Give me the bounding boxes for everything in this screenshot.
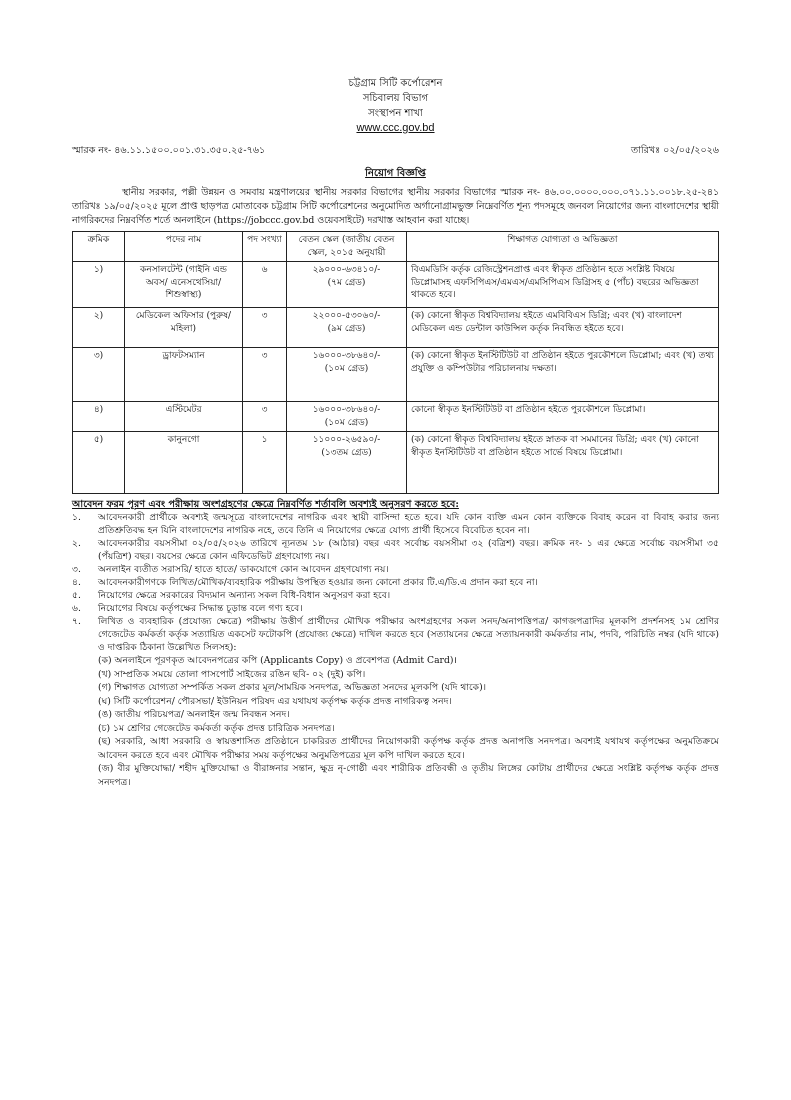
- cell-count: ৩: [243, 308, 287, 348]
- cell-qualification: বিএমডিসি কর্তৃক রেজিস্ট্রেশনপ্রাপ্ত এবং স্বীকৃত প্রতিষ্ঠান হতে সংশ্লিষ্ট বিষয়ে ডিপ্লোমাসহ এফসিপিএস/এমএস/এমসিপিএস ডিগ্রিসহ ৫ (পাঁচ) বছরের অভিজ্ঞতা থাকতে হবে।: [407, 262, 719, 308]
- grade-value: (১৩তম গ্রেড): [321, 447, 372, 458]
- condition-item: [72, 537, 719, 563]
- condition-number: ৫.: [72, 590, 81, 601]
- conditions-title: আবেদন ফরম পূরণ এবং পরীক্ষায় অংশগ্রহণের ক্ষেত্রে নিম্নবর্ণিত শর্তাবলি অবশ্যই অনুসরণ করতে হবে:: [72, 499, 459, 510]
- grade-value: (১০ম গ্রেড): [324, 417, 369, 428]
- table-row: [73, 432, 719, 494]
- checklist-item: (ছ) সরকারি, আধা সরকারি ও স্বায়ত্তশাসিত প্রতিষ্ঠানে চাকরিরত প্রার্থীদের নিয়োগকারী কর্তৃপক্ষ কর্তৃক প্রদত্ত অনাপত্তি সনদপত্র। অবশ্যই যথাযথ কর্তৃপক্ষের অনুমতিক্রমে আবেদন করতে হবে এবং মৌখিক পরীক্ষার সময় কর্তৃপক্ষের অনুমতিপত্রের মূল কপি দাখিল করতে হবে।: [98, 736, 719, 761]
- cell-count: ১: [243, 432, 287, 494]
- memo-ref: স্মারক নং- ৪৬.১১.১৫০০.০০১.৩১.৩৫০.২৫-৭৬১: [72, 145, 266, 156]
- condition-number: ১.: [72, 512, 81, 523]
- condition-item: [72, 615, 719, 654]
- cell-scale: [287, 308, 407, 348]
- condition-text: অনলাইন ব্যতীত সরাসরি/ হাতে হাতে/ ডাকযোগে কোন আবেদন গ্রহণযোগ্য নয়।: [98, 564, 389, 575]
- condition-text: আবেদনকারীগণকে লিখিত/মৌখিক/ব্যবহারিক পরীক্ষায় উপস্থিত হওয়ার জন্য কোনো প্রকার টি.এ/ডি.এ প্রদান করা হবে না।: [98, 577, 538, 588]
- cell-qualification: কোনো স্বীকৃত ইনস্টিটিউট বা প্রতিষ্ঠান হইতে পুরকৌশলে ডিপ্লোমা।: [407, 402, 719, 432]
- checklist-item: (ঙ) জাতীয় পরিচয়পত্র/ অনলাইন জন্ম নিবন্ধন সনদ।: [98, 709, 290, 720]
- condition-number: ৬.: [72, 603, 81, 614]
- cell-qualification: (ক) কোনো স্বীকৃত বিশ্ববিদ্যালয় হইতে এমবিবিএস ডিগ্রি; এবং (খ) বাংলাদেশ মেডিকেল এন্ড ডেন্টাল কাউন্সিল কর্তৃক নিবন্ধিত হইতে হবে।: [407, 308, 719, 348]
- checklist-item: (খ) সাম্প্রতিক সময়ে তোলা পাসপোর্ট সাইজের রঙিন ছবি- ০২ (দুই) কপি।: [98, 668, 366, 680]
- notice-intro: স্থানীয় সরকার, পল্লী উন্নয়ন ও সমবায় মন্ত্রণালয়ের স্থানীয় সরকার বিভাগের স্থানীয় সরকার বিভাগের স্মারক নং- ৪৬.০০.০০০০.০০০.০৭১.১১.০০১৮.২৫-২৪১ তারিখঃ ১৯/০৫/২০২৫ মূলে প্রাপ্ত ছাড়পত্র মোতাবেক চট্টগ্রাম সিটি কর্পোরেশনের অনুমোদিত অর্গানোগ্রামভুক্ত নিম্নেবর্ণিত শূন্য পদসমূহে জনবল নিয়োগের জন্য বাংলাদেশের স্থায়ী নাগরিকদের নিম্নবর্ণিত শর্তে অনলাইনে (https://jobccc.gov.bd ওয়েবসাইটে) দরখাস্ত আহবান করা যাচ্ছে।: [72, 187, 719, 226]
- website-link[interactable]: www.ccc.gov.bd: [356, 122, 435, 134]
- cell-post: কানুনগো: [125, 432, 243, 494]
- condition-text: লিখিত ও ব্যবহারিক (প্রযোজ্য ক্ষেত্রে) পরীক্ষায় উত্তীর্ণ প্রার্থীদের মৌখিক পরীক্ষার অংশগ্রহণের সকল সনদ/অনাপত্তিপত্র/ কাগজপত্রাদির মূলকপি প্রদর্শনসহ ১ম শ্রেণির গেজেটেড কর্মকর্তা কর্তৃক সত্যায়িত একসেট ফটোকপি (প্রযোজ্য ক্ষেত্রে) দাখিল করতে হবে (সত্যায়নের ক্ষেত্রে সত্যায়নকারী কর্মকর্তার নাম, পদবি, পরিচিতি নম্বর (যদি থাকে) ও দাপ্তরিক ঠিকানা উল্লেখিত সিলসহ):: [98, 616, 719, 653]
- table-row: [73, 308, 719, 348]
- cell-count: ৩: [243, 348, 287, 402]
- scale-value: ২৯০০০-৬৩৪১০/-: [312, 265, 381, 275]
- condition-number: ৭.: [72, 616, 81, 627]
- condition-item: [72, 576, 719, 589]
- table-row: [73, 348, 719, 402]
- cell-scale: [287, 402, 407, 432]
- cell-post: মেডিকেল অফিসার (পুরুষ/মহিলা): [125, 308, 243, 348]
- dept-name: সচিবালয় বিভাগ: [362, 93, 429, 104]
- memo-date: তারিখঃ ০২/০৫/২০২৬: [631, 145, 719, 156]
- grade-value: (৭ম গ্রেড): [327, 277, 366, 288]
- table-row: [73, 262, 719, 308]
- checklist-item: (জ) বীর মুক্তিযোদ্ধা/ শহীদ মুক্তিযোদ্ধা ও বীরাঙ্গনার সন্তান, ক্ষুদ্র নৃ-গোষ্ঠী এবং শারীরিক প্রতিবন্ধী ও তৃতীয় লিঙ্গের কোটায় প্রার্থীদের ক্ষেত্রে সংশ্লিষ্ট কর্তৃপক্ষ কর্তৃক প্রদত্ত সনদপত্র।: [98, 763, 719, 788]
- cell-serial: ২): [73, 308, 125, 348]
- condition-number: ২.: [72, 538, 81, 549]
- col-header-count: পদ সংখ্যা: [243, 232, 287, 262]
- grade-value: (৯ম গ্রেড): [327, 323, 366, 334]
- memo-line: [72, 144, 719, 157]
- checklist-item: (ক) অনলাইনে পূরণকৃত আবেদনপত্রের কপি (Applicants Copy) ও প্রবেশপত্র (Admit Card)।: [98, 655, 457, 666]
- condition-item: [72, 602, 719, 615]
- scale-value: ১১০০০-২৬৫৯০/-: [312, 435, 381, 445]
- cell-serial: ৩): [73, 348, 125, 402]
- document-page: [0, 76, 791, 1100]
- condition-text: নিয়োগের ক্ষেত্রে সরকারের বিদ্যমান অন্যান্য সকল বিধি-বিধান অনুসরণ করা হবে।: [98, 590, 391, 601]
- condition-item: [72, 563, 719, 576]
- condition-text: নিয়োগের বিষয়ে কর্তৃপক্ষের সিদ্ধান্ত চূড়ান্ত বলে গণ্য হবে।: [98, 603, 303, 614]
- condition-text: আবেদনকারী প্রার্থীকে অবশ্যই জন্মসূত্রে বাংলাদেশের নাগরিক এবং স্থায়ী বাসিন্দা হতে হবে। যদি কোন ব্যক্তি এমন কোন ব্যক্তিকে বিবাহ করেন বা বিবাহ করার জন্য প্রতিশ্রুতিবদ্ধ হন যিনি বাংলাদেশের নাগরিক নহে, তবে তিনি এ নিয়োগের ক্ষেত্রে যোগ্য প্রার্থী হিসেবে বিবেচিত হবেন না।: [98, 512, 719, 536]
- grade-value: (১০ম গ্রেড): [324, 363, 369, 374]
- cell-scale: [287, 348, 407, 402]
- scale-value: ১৬০০০-৩৮৬৪০/-: [312, 351, 381, 361]
- cell-scale: [287, 262, 407, 308]
- document-checklist: [98, 654, 719, 789]
- table-header-row: [73, 232, 719, 262]
- cell-serial: ৪): [73, 402, 125, 432]
- table-row: [73, 402, 719, 432]
- condition-item: [72, 511, 719, 537]
- cell-post: এস্টিমেটর: [125, 402, 243, 432]
- checklist-item: (গ) শিক্ষাগত যোগ্যতা সম্পর্কিত সকল প্রকার মূল/সাময়িক সনদপত্র, অভিজ্ঞতা সনদের মূলকপি (যদি থাকে)।: [98, 682, 486, 693]
- condition-number: ৩.: [72, 564, 81, 575]
- condition-number: ৪.: [72, 577, 81, 588]
- condition-item: [72, 589, 719, 602]
- scale-value: ২২০০০-৫৩০৬০/-: [312, 311, 381, 321]
- checklist-item: (চ) ১ম শ্রেণির গেজেটেড কর্মকর্তা কর্তৃক প্রদত্ত চারিত্রিক সনদপত্র।: [98, 722, 335, 734]
- cell-count: ৬: [243, 262, 287, 308]
- cell-qualification: (ক) কোনো স্বীকৃত ইনস্টিটিউট বা প্রতিষ্ঠান হইতে পুরকৌশলে ডিপ্লোমা; এবং (খ) তথ্য প্রযুক্তি ও কম্পিউটার পরিচালনায় দক্ষতা।: [407, 348, 719, 402]
- cell-serial: ১): [73, 262, 125, 308]
- letterhead: [72, 76, 719, 136]
- branch-name: সংস্থাপন শাখা: [368, 108, 423, 119]
- cell-post: ড্রাফটসম্যান: [125, 348, 243, 402]
- scale-value: ১৬০০০-৩৮৬৪০/-: [312, 405, 381, 415]
- conditions-list: [72, 511, 719, 654]
- cell-qualification: (ক) কোনো স্বীকৃত বিশ্ববিদ্যালয় হইতে স্নাতক বা সমমানের ডিগ্রি; এবং (খ) কোনো স্বীকৃত ইনস্টিটিউট বা প্রতিষ্ঠান হইতে সার্ভে বিষয়ে ডিপ্লোমা।: [407, 432, 719, 494]
- cell-post: কনসালটেন্ট (গাইনি এন্ড অবস/ এনেসথেসিয়া/ শিশুস্বাস্থ্য): [125, 262, 243, 308]
- notice-title: নিয়োগ বিজ্ঞপ্তি: [365, 168, 426, 179]
- cell-scale: [287, 432, 407, 494]
- checklist-item: (ঘ) সিটি কর্পোরেশন/ পৌরসভা/ ইউনিয়ন পরিষদ এর যথাযথ কর্তৃপক্ষ কর্তৃক প্রদত্ত নাগরিকত্ব সনদ।: [98, 695, 452, 707]
- org-name: চট্টগ্রাম সিটি কর্পোরেশন: [348, 78, 443, 89]
- condition-text: আবেদনকারীর বয়সসীমা ০২/০৫/২০২৬ তারিখে ন্যূনতম ১৮ (আঠার) বছর এবং সর্বোচ্চ বয়সসীমা ৩২ (বত্রিশ) বছর। ক্রমিক নং- ১ এর ক্ষেত্রে সর্বোচ্চ বয়সসীমা ৩৫ (পঁয়ত্রিশ) বছর। বয়সের ক্ষেত্রে কোন এফিডেভিট গ্রহণযোগ্য নয়।: [98, 538, 719, 562]
- col-header-qualification: শিক্ষাগত যোগ্যতা ও অভিজ্ঞতা: [407, 232, 719, 262]
- cell-count: ৩: [243, 402, 287, 432]
- col-header-post: পদের নাম: [125, 232, 243, 262]
- col-header-scale: বেতন স্কেল (জাতীয় বেতন স্কেল, ২০১৫ অনুযায়ী: [287, 232, 407, 262]
- vacancy-table: [72, 231, 719, 494]
- col-header-serial: ক্রমিক: [73, 232, 125, 262]
- cell-serial: ৫): [73, 432, 125, 494]
